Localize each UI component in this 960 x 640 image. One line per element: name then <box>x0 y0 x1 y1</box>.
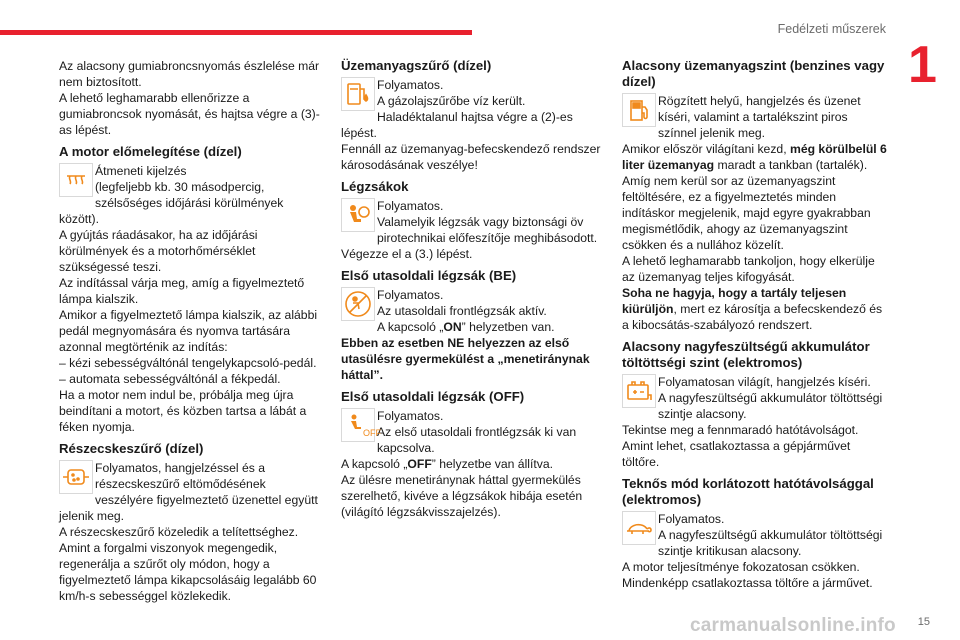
low-fuel-title: Alacsony üzemanyagszint (benzines vagy dízel) <box>622 58 885 89</box>
battery-plug-icon <box>622 374 656 408</box>
turtle-line: szintje kritikusan alacsony. <box>658 544 802 558</box>
turtle-text: A motor teljesítménye fokozatosan csökken. <box>622 560 860 574</box>
turtle-icon <box>622 511 656 545</box>
preheat-line: Átmeneti kijelzés <box>95 164 187 178</box>
battery-line: szintje alacsony. <box>658 407 747 421</box>
page-number: 15 <box>917 616 930 628</box>
watermark: carmanualsonline.info <box>690 615 896 636</box>
airbag-on-warning: Ebben az esetben NE helyezzen az első utasülésre gyermekülést a „menetiránynak háttal”. <box>341 336 590 382</box>
preheat-title: A motor előmelegítése (dízel) <box>59 144 242 159</box>
preheat-line: – automata sebességváltónál a fékpedál. <box>59 372 281 386</box>
fuel-filter-line: Haladéktalanul hajtsa végre a (2)-es lépést. <box>341 110 573 140</box>
fuel-filter-line: Fennáll az üzemanyag-befecskendező rendszer károsodásának veszélye! <box>341 142 601 172</box>
airbag-on-switch: A kapcsoló „ON” helyzetben van. <box>377 320 555 334</box>
low-fuel-text: Amíg nem kerül sor az üzemanyagszint feltöltésére, ez a figyelmeztetés minden indításkor megjelenik, majd egyre gyakrabban megismétlődik, ahogy az üzemanyagszint csökken és a nullához közelít. <box>622 174 871 252</box>
header-title: Fedélzeti műszerek <box>777 22 886 36</box>
column-3 <box>622 58 890 591</box>
fuel-filter-line: A gázolajszűrőbe víz került. <box>377 94 526 108</box>
fuel-pump-icon <box>622 93 656 127</box>
battery-line: Folyamatosan világít, hangjelzés kíséri. <box>658 375 871 389</box>
water-in-fuel-icon <box>341 77 375 111</box>
preheat-line: Amikor a figyelmeztető lámpa kialszik, az alábbi pedál megnyomására és nyomva tartására azonnal megtörténik az indítás: <box>59 308 318 354</box>
dpf-title: Részecskeszűrő (dízel) <box>59 441 204 456</box>
airbag-on-line: Folyamatos. <box>377 288 444 302</box>
airbag-fault-icon <box>341 198 375 232</box>
airbags-line: Valamelyik légzsák vagy biztonsági öv <box>377 215 584 229</box>
fuel-filter-line: Folyamatos. <box>377 78 444 92</box>
low-fuel-first: Amikor először világítani kezd, még körülbelül 6 liter üzemanyag maradt a tankban (tartalék). <box>622 142 887 172</box>
particle-filter-icon <box>59 460 93 494</box>
low-fuel-line: Rögzített helyű, hangjelzés és üzenet <box>658 94 861 108</box>
dpf-line: A részecskeszűrő közeledik a telítettséghez. <box>59 525 299 539</box>
header-accent-bar <box>0 30 472 35</box>
column-1 <box>59 58 321 604</box>
airbag-off-note: Az ülésre menetiránynak háttal gyermekülés szerelhető, kivéve a légzsákok hibája esetén (világító légzsákvisszajelzés). <box>341 473 583 519</box>
airbag-off-line: Az első utasoldali frontlégzsák ki van <box>377 425 577 439</box>
preheat-line: Ha a motor nem indul be, próbálja meg újra beindítani a motort, és közben tartsa a lábát a féken nyomja. <box>59 388 307 434</box>
low-fuel-line: kíséri, valamint a tartalékszint piros <box>658 110 848 124</box>
airbag-on-title: Első utasoldali légzsák (BE) <box>341 268 517 283</box>
airbag-off-line: kapcsolva. <box>377 441 435 455</box>
glow-plug-icon <box>59 163 93 197</box>
svg-text:OFF: OFF <box>363 428 381 438</box>
turtle-text: Mindenképp csatlakoztassa töltőre a járművet. <box>622 576 873 590</box>
battery-text: Tekintse meg a fennmaradó hatótávolságot. <box>622 423 859 437</box>
airbags-line: pirotechnikai előfeszítője meghibásodott. <box>377 231 598 245</box>
airbags-line: Végezze el a (3.) lépést. <box>341 247 473 261</box>
low-fuel-warning: Soha ne hagyja, hogy a tartály teljesen kiürüljön, mert ez károsítja a befecskendező és a kibocsátás-szabályozó rendszert. <box>622 286 883 332</box>
turtle-line: A nagyfeszültségű akkumulátor töltöttségi <box>658 528 883 542</box>
airbag-off-switch: A kapcsoló „OFF” helyzetbe van állítva. <box>341 457 554 471</box>
battery-title: Alacsony nagyfeszültségű akkumulátor töltöttségi szint (elektromos) <box>622 339 870 370</box>
fuel-filter-title: Üzemanyagszűrő (dízel) <box>341 58 492 73</box>
column-2 <box>341 58 603 520</box>
preheat-line: – kézi sebességváltónál tengelykapcsoló-pedál. <box>59 356 317 370</box>
passenger-airbag-on-icon <box>341 287 375 321</box>
preheat-line: A gyújtás ráadásakor, ha az időjárási körülmények és a motorhőmérséklet szükségessé teszi. <box>59 228 258 274</box>
dpf-line: veszélyére figyelmeztető üzenettel együtt jelenik meg. <box>59 493 318 523</box>
preheat-line: (legfeljebb kb. 30 másodpercig, <box>95 180 265 194</box>
airbags-title: Légzsákok <box>341 179 409 194</box>
airbag-off-line: Folyamatos. <box>377 409 444 423</box>
battery-line: A nagyfeszültségű akkumulátor töltöttségi <box>658 391 883 405</box>
airbag-off-title: Első utasoldali légzsák (OFF) <box>341 389 525 404</box>
preheat-line: Az indítással várja meg, amíg a figyelmeztető lámpa kialszik. <box>59 276 305 306</box>
dpf-line: részecskeszűrő eltömődésének <box>95 477 266 491</box>
turtle-title: Teknős mód korlátozott hatótávolsággal (elektromos) <box>622 476 874 507</box>
low-fuel-line: színnel jelenik meg. <box>658 126 766 140</box>
battery-text: Amint lehet, csatlakoztassa a gépjárművet töltőre. <box>622 439 851 469</box>
airbags-line: Folyamatos. <box>377 199 444 213</box>
dpf-line: Amint a forgalmi viszonyok megengedik, regenerálja a szűrőt oly módon, hogy a figyelmeztető lámpa kikapcsolásáig legalább 60 km/h-s sebességgel közlekedik. <box>59 541 317 603</box>
turtle-line: Folyamatos. <box>658 512 725 526</box>
preheat-line: szélsőséges időjárási körülmények között). <box>59 196 284 226</box>
intro-text-1: Az alacsony gumiabroncsnyomás észlelése már nem biztosított. <box>59 59 320 89</box>
dpf-line: Folyamatos, hangjelzéssel és a <box>95 461 266 475</box>
chapter-number: 1 <box>908 36 937 94</box>
passenger-airbag-off-icon <box>341 408 381 442</box>
low-fuel-text: A lehető leghamarabb tankoljon, hogy elkerülje az üzemanyag teljes kifogyását. <box>622 254 875 284</box>
intro-text-2: A lehető leghamarabb ellenőrizze a gumiabroncsok nyomását, és hajtsa végre a (3)-as lépést. <box>59 91 320 137</box>
airbag-on-line: Az utasoldali frontlégzsák aktív. <box>377 304 547 318</box>
